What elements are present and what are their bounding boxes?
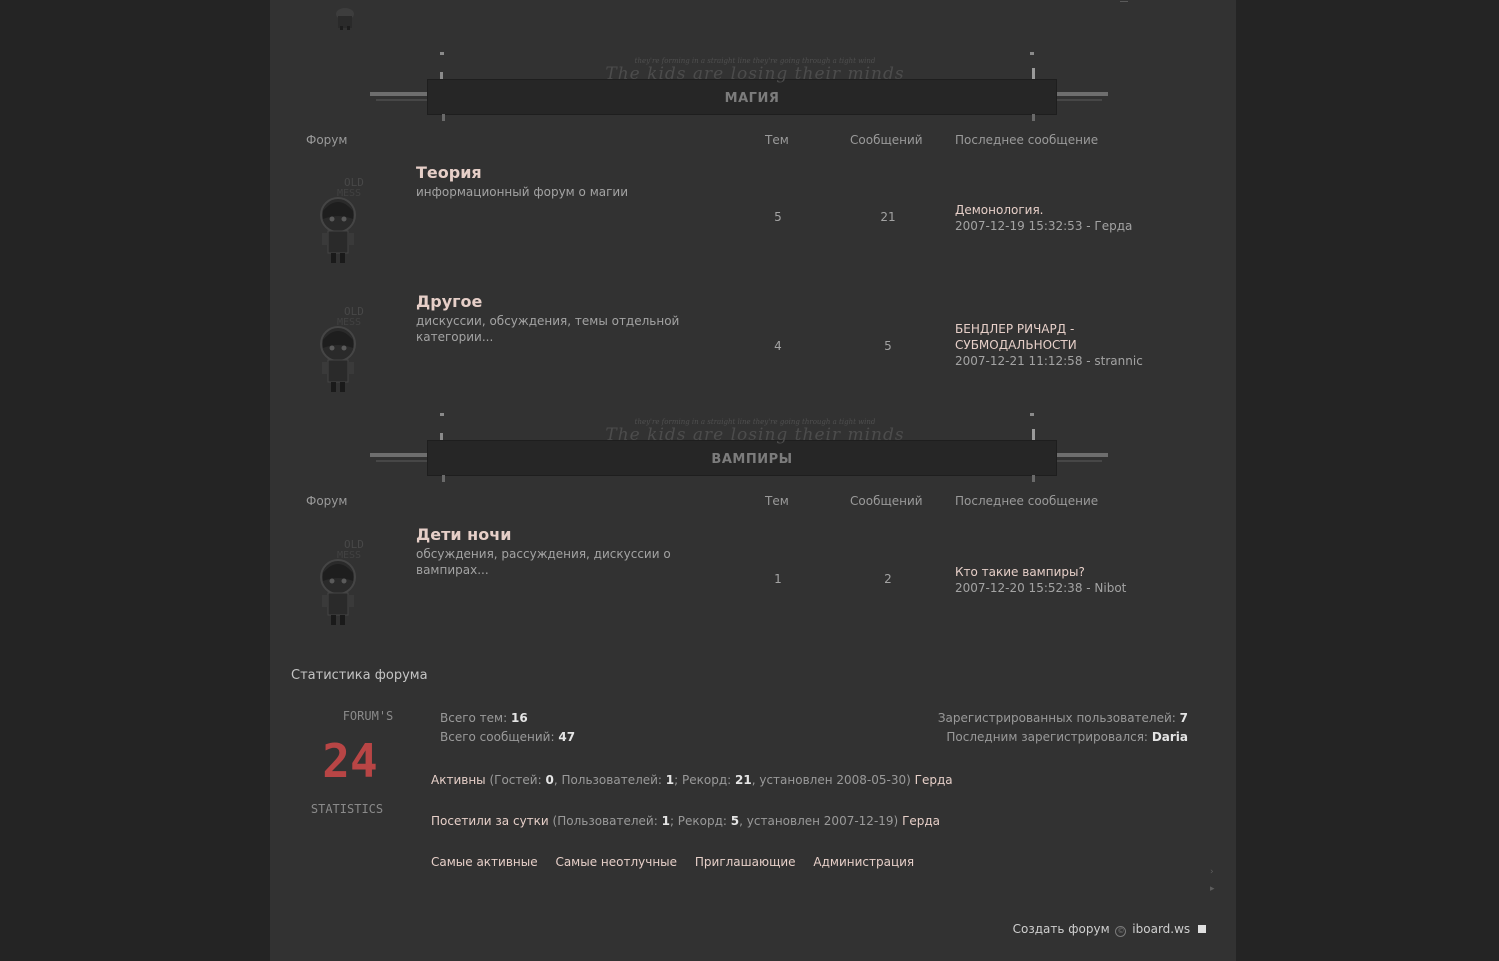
banner-bar-left [370,92,428,96]
link-most-active[interactable]: Самые активные [431,855,538,869]
footer [1013,922,1206,937]
stat-last-registered-label: Последним зарегистрировался: [946,730,1148,744]
category-title[interactable]: ВАМПИРЫ [711,452,793,467]
stat-last-registered-user[interactable]: Daria [1151,730,1188,744]
active-users-link[interactable]: Активны [431,773,486,787]
stats-title: Статистика форума [291,668,428,683]
active-record-value: 21 [735,773,752,787]
divider-mark [1120,0,1128,2]
avatar-watermark-1: OLD [344,176,364,189]
forum-row [270,163,1236,273]
stats-logo-number: 24 [322,734,378,788]
link-administration[interactable]: Администрация [813,855,915,869]
stat-active [431,773,953,787]
copyright-icon: © [1117,927,1125,935]
banner-post [1032,475,1035,482]
forum-posts-count: 21 [880,210,896,224]
banner-motto-small: they're forming in a straight line they're going through a tight wind [634,418,876,426]
banner-motto-small: they're forming in a straight line they're going through a tight wind [634,57,876,65]
category-title[interactable]: МАГИЯ [724,91,780,106]
visited-record-date: , установлен 2007-12-19) [739,814,899,828]
forum-name[interactable]: Дети ночи [416,525,512,544]
header-last-post: Последнее сообщение [955,133,1099,147]
forum-last-post [955,321,1175,369]
forum-posts-count: 5 [884,339,892,353]
forum-description: дискуссии, обсуждения, темы отдельной категории... [416,314,680,344]
square-icon [1198,925,1206,933]
header-topics: Тем [765,133,789,147]
visited-users-value: 1 [661,814,670,828]
forum-avatar-icon [310,173,370,269]
active-guests-label: (Гостей: [489,773,542,787]
forum-description: обсуждения, рассуждения, дискуссии о вампирах... [416,547,671,577]
last-post-meta: 2007-12-20 15:52:38 - Nibot [955,581,1127,595]
forum-posts-count: 2 [884,572,892,586]
header-topics: Тем [765,494,789,508]
footer-create-forum[interactable]: Создать форум [1012,922,1110,936]
forum-description: информационный форум о магии [416,185,629,199]
stat-total-topics [440,711,528,725]
stat-total-topics-value: 16 [510,711,528,725]
active-guests-value: 0 [545,773,554,787]
banner-post [442,114,445,121]
forum-name[interactable]: Другое [416,292,483,311]
avatar-watermark-2: MESS [337,317,362,328]
last-post-meta: 2007-12-21 11:12:58 - strannic [955,354,1143,368]
stat-registered-value: 7 [1179,711,1188,725]
active-record-date: , установлен 2008-05-30) [751,773,911,787]
banner-motto: The kids are losing their minds [605,64,905,84]
link-most-present[interactable]: Самые неотлучные [555,855,678,869]
last-post-link[interactable]: Демонология. [955,203,1044,217]
header-posts: Сообщений [850,133,923,147]
forum-avatar-icon [310,535,370,631]
forum-row [270,525,1236,635]
banner-nub [440,413,444,416]
visited-record-label: ; Рекорд: [669,814,727,828]
visited-today-link[interactable]: Посетили за сутки [431,814,549,828]
visited-users-label: (Пользователей: [552,814,658,828]
avatar-image-partial [330,0,360,32]
forum-topics-count: 5 [774,210,782,224]
stat-visited [431,814,940,828]
last-post-link[interactable]: Кто такие вампиры? [955,565,1085,579]
banner-nub [1030,413,1034,416]
forum-last-post [955,202,1205,234]
header-forum: Форум [306,494,348,508]
stat-total-topics-label: Всего тем: [440,711,508,725]
stats-links [431,855,928,869]
forum-topics-count: 4 [774,339,782,353]
header-last-post: Последнее сообщение [955,494,1099,508]
forum-avatar-icon [310,302,370,398]
category-banner-magic [370,52,1108,126]
link-inviters[interactable]: Приглашающие [694,855,796,869]
banner-post [442,475,445,482]
banner-bar-left-shadow [376,460,428,462]
banner-motto: The kids are losing their minds [605,425,905,445]
stat-total-posts-label: Всего сообщений: [440,730,555,744]
active-users-value: 1 [665,773,675,787]
chevron-right-icon: › [1210,867,1214,877]
banner-nub [1030,52,1034,55]
active-users-label: , Пользователей: [553,773,662,787]
stat-registered-label: Зарегистрированных пользователей: [937,711,1176,725]
banner-bar-left [370,453,428,457]
avatar-watermark-2: MESS [337,550,362,561]
last-post-meta: 2007-12-19 15:32:53 - Герда [955,219,1133,233]
avatar-watermark-1: OLD [344,538,364,551]
stats-logo [300,705,400,820]
avatar-watermark-2: MESS [337,188,362,199]
forum-row [270,292,1236,402]
chevron-right-icon: ▸ [1210,884,1215,894]
active-user-link[interactable]: Герда [914,773,953,787]
avatar-watermark-1: OLD [344,305,364,318]
forum-page [270,0,1236,961]
stat-total-posts [440,730,575,744]
visited-user-link[interactable]: Герда [902,814,941,828]
stats-logo-bottom: STATISTICS [310,802,384,816]
forum-table-header [270,494,1236,512]
forum-name[interactable]: Теория [416,163,482,182]
banner-post [1032,114,1035,121]
stat-total-posts-value: 47 [558,730,576,744]
banner-nub [440,52,444,55]
footer-site-link[interactable]: iboard.ws [1132,922,1191,936]
category-banner-vampires [370,413,1108,487]
active-record-label: ; Рекорд: [674,773,732,787]
header-posts: Сообщений [850,494,923,508]
header-forum: Форум [306,133,348,147]
forum-table-header [270,133,1236,151]
last-post-link[interactable]: БЕНДЛЕР РИЧАРД - СУБМОДАЛЬНОСТИ [955,322,1077,352]
forum-topics-count: 1 [774,572,782,586]
forum-last-post [955,564,1205,596]
stats-logo-top: FORUM'S [342,709,394,723]
stat-last-registered [946,730,1188,744]
stat-registered [938,711,1188,725]
banner-bar-left-shadow [376,99,428,101]
visited-record-value: 5 [730,814,740,828]
